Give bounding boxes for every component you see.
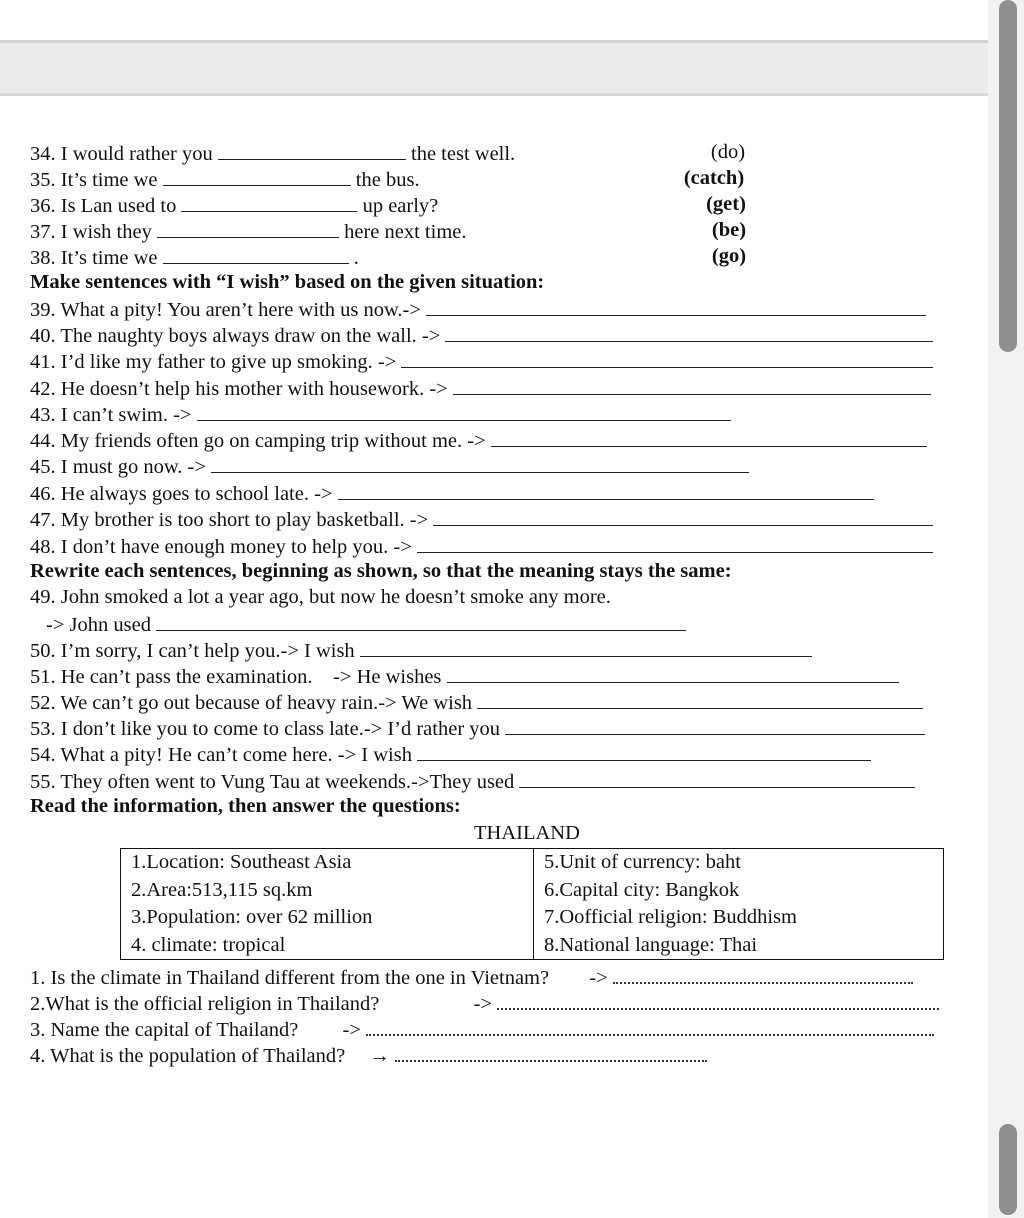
- question-3: [30, 1014, 934, 1040]
- item-39: [30, 295, 926, 321]
- item-40-text: 40. The naughty boys always draw on the wall. ->: [30, 325, 441, 347]
- question-2-arrow: ->: [473, 993, 492, 1015]
- section4-heading: Read the information, then answer the questions:: [30, 795, 461, 817]
- item-50-blank[interactable]: [360, 636, 812, 657]
- item-55-text: 55. They often went to Vung Tau at weekends.->They used: [30, 771, 515, 793]
- item-49-blank[interactable]: [156, 610, 686, 631]
- item-52: [30, 688, 923, 714]
- question-1-arrow: ->: [589, 967, 608, 989]
- question-3-text: 3. Name the capital of Thailand?: [30, 1019, 299, 1041]
- item-43-text: 43. I can’t swim. ->: [30, 404, 192, 426]
- question-2-answer-line[interactable]: [497, 988, 939, 1010]
- item-36-hint: (get): [706, 193, 746, 215]
- item-48-text: 48. I don’t have enough money to help you. ->: [30, 536, 412, 558]
- item-35-blank[interactable]: [163, 165, 351, 186]
- item-34-hint: (do): [710, 141, 746, 163]
- item-35-after: the bus.: [355, 169, 420, 191]
- item-40-blank[interactable]: [445, 321, 933, 342]
- item-42-text: 42. He doesn’t help his mother with housework. ->: [30, 378, 448, 400]
- item-37-text: 37. I wish they: [30, 221, 152, 243]
- item-54-blank[interactable]: [417, 740, 871, 761]
- table-cell-area: 2.Area:513,115 sq.km: [131, 878, 313, 901]
- question-4-arrow: →: [369, 1045, 390, 1067]
- section3-heading: Rewrite each sentences, beginning as shown, so that the meaning stays the same:: [30, 560, 732, 582]
- item-53: [30, 714, 925, 740]
- item-36-blank[interactable]: [181, 191, 357, 212]
- item-38-after: .: [353, 247, 359, 269]
- thailand-info-table: [120, 848, 944, 960]
- item-53-blank[interactable]: [505, 714, 925, 735]
- item-40: [30, 321, 933, 347]
- item-38: [30, 243, 359, 269]
- item-41-blank[interactable]: [401, 347, 933, 368]
- item-44-text: 44. My friends often go on camping trip without me. ->: [30, 430, 486, 452]
- table-cell-climate: 4. climate: tropical: [131, 933, 286, 956]
- table-cell-population: 3.Population: over 62 million: [131, 906, 373, 928]
- item-54: [30, 740, 871, 766]
- question-4: [30, 1040, 707, 1066]
- item-34-text: 34. I would rather you: [30, 143, 213, 165]
- previous-page-area: [0, 0, 988, 43]
- item-39-text: 39. What a pity! You aren’t here with us now.->: [30, 299, 421, 321]
- table-cell-religion: 7.Oofficial religion: Buddhism: [544, 906, 797, 928]
- table-title: THAILAND: [474, 822, 580, 844]
- table-right-column: [534, 849, 943, 959]
- item-45-text: 45. I must go now. ->: [30, 456, 206, 478]
- item-46-text: 46. He always goes to school late. ->: [30, 483, 333, 505]
- item-50: [30, 636, 812, 662]
- item-48: [30, 532, 933, 558]
- question-2-text: 2.What is the official religion in Thailand?: [30, 993, 380, 1015]
- question-2: [30, 988, 939, 1014]
- item-34-after: the test well.: [411, 143, 516, 165]
- question-4-text: 4. What is the population of Thailand?: [30, 1045, 346, 1067]
- item-35-text: 35. It’s time we: [30, 169, 158, 191]
- item-49: 49. John smoked a lot a year ago, but now he doesn’t smoke any more.: [30, 586, 611, 608]
- item-41-text: 41. I’d like my father to give up smoking. ->: [30, 351, 397, 373]
- item-38-blank[interactable]: [163, 243, 349, 264]
- item-39-blank[interactable]: [426, 295, 926, 316]
- scrollbar-thumb-secondary[interactable]: [999, 1124, 1017, 1215]
- item-51-blank[interactable]: [447, 662, 899, 683]
- item-35-hint: (catch): [683, 167, 745, 189]
- table-left-column: [121, 849, 534, 959]
- item-48-blank[interactable]: [417, 532, 933, 553]
- item-46-blank[interactable]: [338, 479, 874, 500]
- question-1: [30, 962, 913, 988]
- item-45: [30, 452, 749, 478]
- scrollbar-thumb[interactable]: [999, 0, 1017, 352]
- item-35: [30, 165, 420, 191]
- item-38-hint: (go): [711, 245, 747, 267]
- item-36-text: 36. Is Lan used to: [30, 195, 177, 217]
- item-37: [30, 217, 467, 243]
- item-51-text: 51. He can’t pass the examination. -> He wishes: [30, 666, 442, 688]
- item-36-after: up early?: [362, 195, 439, 217]
- item-47-text: 47. My brother is too short to play basketball. ->: [30, 509, 429, 531]
- item-38-text: 38. It’s time we: [30, 247, 158, 269]
- question-1-answer-line[interactable]: [613, 962, 913, 984]
- item-44-blank[interactable]: [491, 426, 927, 447]
- item-50-text: 50. I’m sorry, I can’t help you.-> I wish: [30, 640, 355, 662]
- table-cell-capital: 6.Capital city: Bangkok: [544, 878, 740, 901]
- item-55: [30, 767, 915, 793]
- question-4-answer-line[interactable]: [395, 1040, 707, 1062]
- item-37-after: here next time.: [344, 221, 467, 243]
- item-36: [30, 191, 438, 217]
- item-34-blank[interactable]: [218, 139, 406, 160]
- item-53-text: 53. I don’t like you to come to class late.-> I’d rather you: [30, 718, 501, 740]
- page-gap: [0, 43, 988, 93]
- item-47-blank[interactable]: [433, 505, 933, 526]
- item-45-blank[interactable]: [211, 452, 749, 473]
- item-43: [30, 400, 731, 426]
- item-42-blank[interactable]: [453, 374, 931, 395]
- item-54-text: 54. What a pity! He can’t come here. -> I wish: [30, 744, 412, 766]
- item-52-text: 52. We can’t go out because of heavy rain.-> We wish: [30, 692, 473, 714]
- item-47: [30, 505, 933, 531]
- item-52-blank[interactable]: [477, 688, 923, 709]
- table-cell-language: 8.National language: Thai: [544, 933, 758, 956]
- item-37-hint: (be): [711, 219, 747, 241]
- table-cell-location: 1.Location: Southeast Asia: [131, 851, 352, 873]
- item-51: [30, 662, 899, 688]
- question-3-arrow: ->: [342, 1019, 361, 1041]
- item-42: [30, 374, 931, 400]
- section2-heading: Make sentences with “I wish” based on the given situation:: [30, 271, 545, 293]
- table-cell-currency: 5.Unit of currency: baht: [544, 851, 741, 873]
- item-43-blank[interactable]: [197, 400, 731, 421]
- item-34: [30, 139, 515, 165]
- item-49-prompt: -> John used: [46, 614, 151, 636]
- item-46: [30, 479, 874, 505]
- item-37-blank[interactable]: [157, 217, 339, 238]
- item-49-answer: [46, 610, 686, 636]
- item-41: [30, 347, 933, 373]
- item-55-blank[interactable]: [519, 767, 915, 788]
- question-3-answer-line[interactable]: [366, 1014, 934, 1036]
- item-44: [30, 426, 927, 452]
- question-1-text: 1. Is the climate in Thailand different from the one in Vietnam?: [30, 967, 550, 989]
